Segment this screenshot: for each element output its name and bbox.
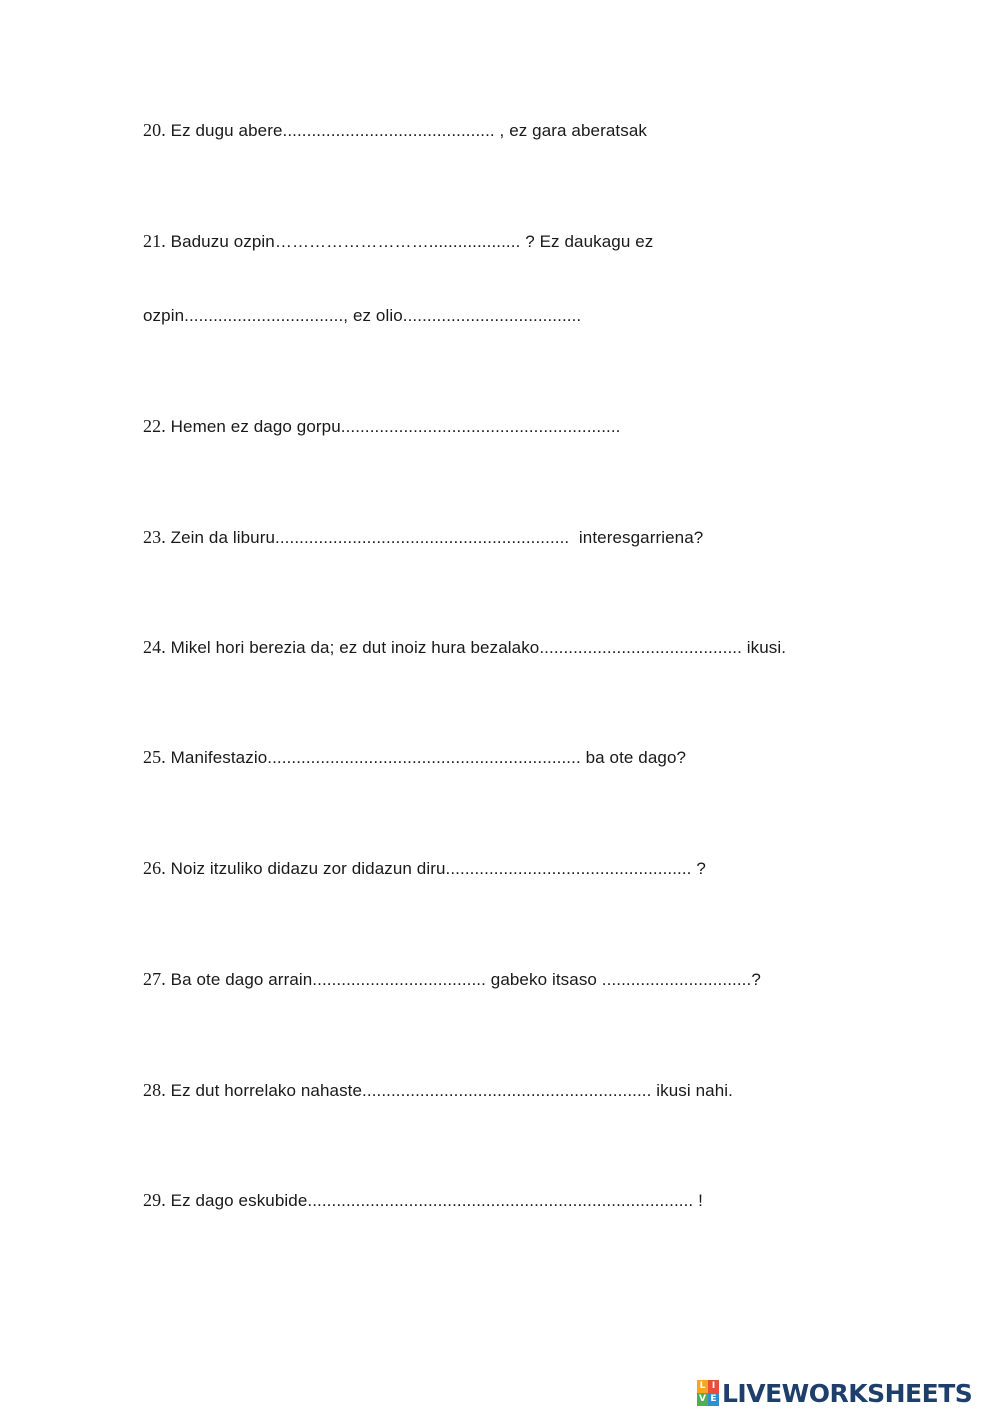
- question-23: 23. Zein da liburu............................................................. interesgarriena?: [143, 527, 704, 547]
- question-21: 21. Baduzu ozpin………………………................... ? Ez daukagu ez: [143, 231, 654, 251]
- question-24: 24. Mikel hori berezia da; ez dut inoiz hura bezalako.......................................... ikusi.: [143, 637, 787, 657]
- question-26: 26. Noiz itzuliko didazu zor didazun diru................................................... ?: [143, 858, 706, 878]
- question-29: 29. Ez dago eskubide................................................................................ !: [143, 1190, 703, 1210]
- question-25: 25. Manifestazio................................................................. ba ote dago?: [143, 747, 687, 767]
- liveworksheets-logo-text: LIVEWORKSHEETS: [722, 1378, 973, 1408]
- question-21-continuation: ozpin................................., ez olio.....................................: [143, 306, 582, 325]
- question-27: 27. Ba ote dago arrain.................................... gabeko itsaso ...............................?: [143, 969, 761, 989]
- question-20: 20. Ez dugu abere............................................ , ez gara aberatsak: [143, 120, 647, 140]
- liveworksheets-logo-icon: L I V E: [697, 1380, 719, 1406]
- liveworksheets-logo[interactable]: [697, 1378, 972, 1408]
- question-28: 28. Ez dut horrelako nahaste............................................................ ikusi nahi.: [143, 1080, 733, 1100]
- question-22: 22. Hemen ez dago gorpu..........................................................: [143, 416, 621, 436]
